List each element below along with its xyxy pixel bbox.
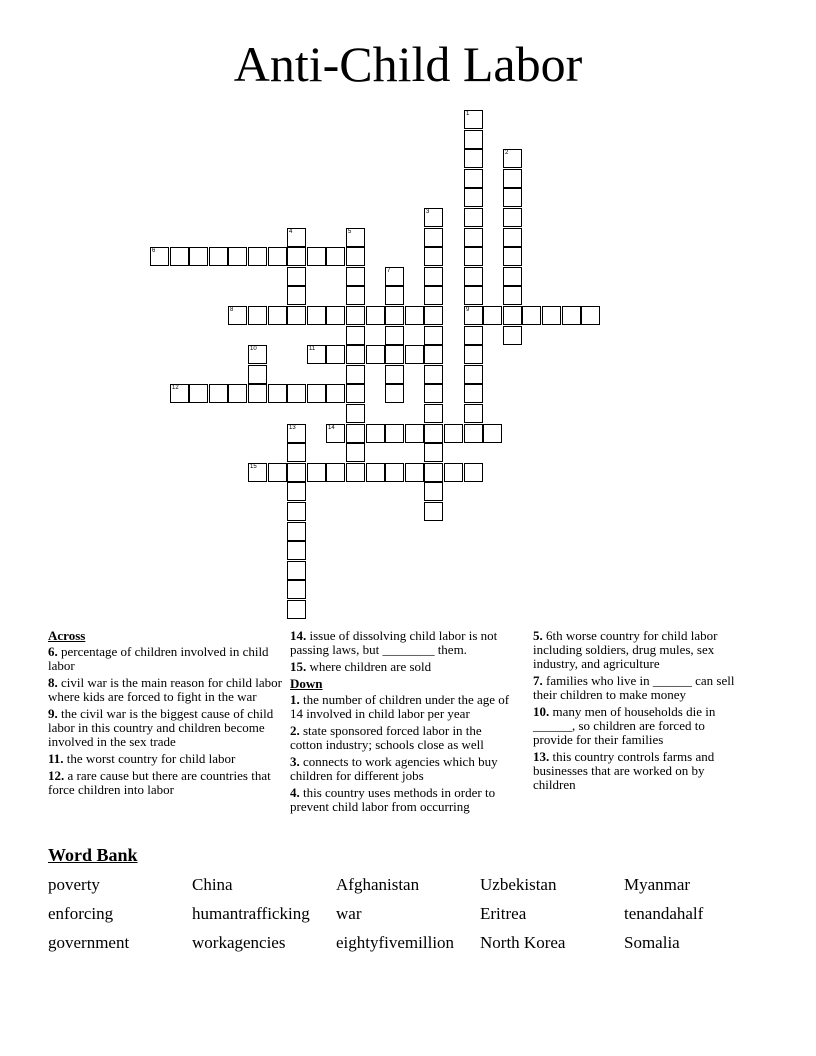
grid-cell[interactable]	[405, 463, 424, 482]
grid-cell[interactable]	[405, 345, 424, 364]
grid-cell[interactable]	[464, 384, 483, 403]
grid-cell[interactable]	[346, 228, 365, 247]
grid-cell[interactable]	[385, 306, 404, 325]
grid-cell[interactable]	[424, 208, 443, 227]
grid-cell[interactable]	[346, 345, 365, 364]
word-bank-item: Somalia	[624, 933, 680, 952]
grid-cell[interactable]	[385, 345, 404, 364]
word-bank-item: workagencies	[192, 933, 286, 952]
grid-cell[interactable]	[326, 345, 345, 364]
clues-column-3	[533, 629, 743, 795]
grid-cell[interactable]	[366, 306, 385, 325]
grid-cell[interactable]	[464, 306, 483, 325]
grid-cell[interactable]	[346, 443, 365, 462]
grid-cell[interactable]	[287, 384, 306, 403]
grid-cell[interactable]	[268, 384, 287, 403]
word-bank-item: enforcing	[48, 904, 114, 923]
grid-cell[interactable]	[287, 228, 306, 247]
grid-cell[interactable]	[464, 424, 483, 443]
grid-cell[interactable]	[287, 424, 306, 443]
grid-cell[interactable]	[405, 306, 424, 325]
cell-number: 15	[250, 464, 257, 470]
clue-down-5: 5. 6th worse country for child labor including soldiers, drug mules, sex industry, and agriculture	[533, 628, 718, 671]
grid-cell[interactable]	[209, 247, 228, 266]
grid-cell[interactable]	[464, 130, 483, 149]
grid-cell[interactable]	[424, 267, 443, 286]
word-bank-item: poverty	[48, 875, 100, 894]
grid-cell[interactable]	[346, 404, 365, 423]
word-bank-item: war	[336, 904, 362, 923]
word-bank-item: Afghanistan	[336, 875, 420, 894]
word-bank-item: Myanmar	[624, 875, 691, 894]
grid-cell[interactable]	[346, 247, 365, 266]
grid-cell[interactable]	[483, 306, 502, 325]
grid-cell[interactable]	[150, 247, 169, 266]
grid-cell[interactable]	[464, 188, 483, 207]
grid-cell[interactable]	[503, 267, 522, 286]
grid-cell[interactable]	[346, 463, 365, 482]
grid-cell[interactable]	[366, 424, 385, 443]
grid-cell[interactable]	[424, 443, 443, 462]
grid-cell[interactable]	[248, 365, 267, 384]
cell-number: 2	[505, 150, 509, 156]
grid-cell[interactable]	[464, 326, 483, 345]
grid-cell[interactable]	[385, 365, 404, 384]
cell-number: 10	[250, 346, 257, 352]
grid-cell[interactable]	[307, 247, 326, 266]
grid-cell[interactable]	[346, 365, 365, 384]
grid-cell[interactable]	[542, 306, 561, 325]
cell-number: 3	[426, 209, 430, 215]
word-bank-item: eightyfivemillion	[336, 933, 455, 952]
grid-cell[interactable]	[307, 345, 326, 364]
grid-cell[interactable]	[405, 424, 424, 443]
grid-cell[interactable]	[326, 424, 345, 443]
cell-number: 4	[289, 229, 293, 235]
clue-across-14: 14. issue of dissolving child labor is not passing laws, but ________ them.	[290, 628, 498, 657]
grid-cell[interactable]	[307, 463, 326, 482]
word-bank-item: humantrafficking	[192, 904, 310, 923]
grid-cell[interactable]	[228, 247, 247, 266]
grid-cell[interactable]	[385, 267, 404, 286]
clues-column-2	[290, 629, 514, 817]
grid-cell[interactable]	[287, 580, 306, 599]
grid-cell[interactable]	[424, 306, 443, 325]
grid-cell[interactable]	[248, 306, 267, 325]
grid-cell[interactable]	[424, 502, 443, 521]
grid-cell[interactable]	[464, 228, 483, 247]
grid-cell[interactable]	[562, 306, 581, 325]
grid-cell[interactable]	[287, 502, 306, 521]
grid-cell[interactable]	[287, 600, 306, 619]
grid-cell[interactable]	[209, 384, 228, 403]
grid-cell[interactable]	[503, 169, 522, 188]
grid-cell[interactable]	[424, 326, 443, 345]
grid-cell[interactable]	[248, 247, 267, 266]
grid-cell[interactable]	[424, 345, 443, 364]
word-bank-item: China	[192, 875, 233, 894]
grid-cell[interactable]	[385, 326, 404, 345]
grid-cell[interactable]	[385, 463, 404, 482]
word-bank-item: government	[48, 933, 130, 952]
grid-cell[interactable]	[287, 463, 306, 482]
grid-cell[interactable]	[464, 267, 483, 286]
grid-cell[interactable]	[326, 384, 345, 403]
grid-cell[interactable]	[385, 286, 404, 305]
grid-cell[interactable]	[228, 306, 247, 325]
grid-cell[interactable]	[464, 365, 483, 384]
down-heading: Down	[290, 676, 323, 691]
grid-cell[interactable]	[464, 149, 483, 168]
clue-across-9: 9. the civil war is the biggest cause of child labor in this country and children become involved in the sex trade	[48, 706, 274, 749]
clue-down-13: 13. this country controls farms and businesses that are worked on by children	[533, 749, 715, 792]
word-bank-item: Eritrea	[480, 904, 527, 923]
grid-cell[interactable]	[287, 522, 306, 541]
grid-cell[interactable]	[170, 384, 189, 403]
grid-cell[interactable]	[287, 482, 306, 501]
across-heading: Across	[48, 628, 86, 643]
grid-cell[interactable]	[464, 247, 483, 266]
grid-cell[interactable]	[287, 561, 306, 580]
clue-down-1: 1. the number of children under the age of 14 involved in child labor per year	[290, 692, 510, 721]
grid-cell[interactable]	[268, 247, 287, 266]
cell-number: 9	[466, 307, 470, 313]
cell-number: 1	[466, 111, 470, 117]
grid-cell[interactable]	[424, 463, 443, 482]
grid-cell[interactable]	[424, 482, 443, 501]
page-title: Anti-Child Labor	[233, 36, 583, 92]
grid-cell[interactable]	[307, 384, 326, 403]
grid-cell[interactable]	[464, 345, 483, 364]
grid-cell[interactable]	[503, 188, 522, 207]
word-bank	[48, 874, 808, 953]
grid-cell[interactable]	[268, 306, 287, 325]
grid-cell[interactable]	[287, 541, 306, 560]
grid-cell[interactable]	[346, 326, 365, 345]
grid-cell[interactable]	[503, 286, 522, 305]
grid-cell[interactable]	[248, 463, 267, 482]
clue-across-8: 8. civil war is the main reason for child labor where kids are forced to fight in the war	[48, 675, 282, 704]
grid-cell[interactable]	[248, 345, 267, 364]
cell-number: 13	[289, 425, 296, 431]
grid-cell[interactable]	[346, 384, 365, 403]
grid-cell[interactable]	[228, 384, 247, 403]
grid-cell[interactable]	[346, 286, 365, 305]
word-bank-item: North Korea	[480, 933, 566, 952]
cell-number: 5	[348, 229, 352, 235]
clue-down-4: 4. this country uses methods in order to prevent child labor from occurring	[290, 785, 496, 814]
grid-cell[interactable]	[522, 306, 541, 325]
grid-cell[interactable]	[366, 345, 385, 364]
clue-across-12: 12. a rare cause but there are countries that force children into labor	[48, 768, 271, 797]
grid-cell[interactable]	[581, 306, 600, 325]
grid-cell[interactable]	[464, 463, 483, 482]
grid-cell[interactable]	[464, 404, 483, 423]
grid-cell[interactable]	[503, 326, 522, 345]
cell-number: 7	[387, 268, 391, 274]
grid-cell[interactable]	[287, 443, 306, 462]
clue-across-15: 15. where children are sold	[290, 659, 432, 674]
grid-cell[interactable]	[464, 169, 483, 188]
clue-down-7: 7. families who live in ______ can sell their children to make money	[533, 673, 735, 702]
clues-column-1	[48, 629, 284, 800]
grid-cell[interactable]	[287, 286, 306, 305]
clue-down-3: 3. connects to work agencies which buy children for different jobs	[290, 754, 498, 783]
cell-number: 14	[328, 425, 335, 431]
grid-cell[interactable]	[503, 149, 522, 168]
grid-cell[interactable]	[483, 424, 502, 443]
word-bank-item: tenandahalf	[624, 904, 704, 923]
grid-cell[interactable]	[424, 365, 443, 384]
grid-cell[interactable]	[424, 247, 443, 266]
grid-cell[interactable]	[326, 306, 345, 325]
cell-number: 11	[309, 346, 316, 352]
grid-cell[interactable]	[346, 424, 365, 443]
clue-down-2: 2. state sponsored forced labor in the cotton industry; schools close as well	[290, 723, 484, 752]
grid-cell[interactable]	[424, 424, 443, 443]
clue-across-6: 6. percentage of children involved in child labor	[48, 644, 269, 673]
cell-number: 6	[152, 248, 156, 254]
grid-cell[interactable]	[385, 424, 404, 443]
grid-cell[interactable]	[287, 267, 306, 286]
grid-cell[interactable]	[287, 247, 306, 266]
grid-cell[interactable]	[424, 286, 443, 305]
grid-cell[interactable]	[170, 247, 189, 266]
grid-cell[interactable]	[444, 463, 463, 482]
grid-cell[interactable]	[503, 208, 522, 227]
grid-cell[interactable]	[503, 228, 522, 247]
grid-cell[interactable]	[248, 384, 267, 403]
grid-cell[interactable]	[366, 463, 385, 482]
word-bank-item: Uzbekistan	[480, 875, 557, 894]
grid-cell[interactable]	[464, 208, 483, 227]
grid-cell[interactable]	[424, 404, 443, 423]
grid-cell[interactable]	[385, 384, 404, 403]
grid-cell[interactable]	[444, 424, 463, 443]
grid-cell[interactable]	[346, 306, 365, 325]
grid-cell[interactable]	[424, 228, 443, 247]
grid-cell[interactable]	[503, 247, 522, 266]
grid-cell[interactable]	[346, 267, 365, 286]
grid-cell[interactable]	[268, 463, 287, 482]
cell-number: 12	[172, 385, 179, 391]
grid-cell[interactable]	[464, 286, 483, 305]
clue-across-11: 11. the worst country for child labor	[48, 751, 236, 766]
grid-cell[interactable]	[287, 306, 306, 325]
word-bank-title: Word Bank	[48, 845, 138, 865]
grid-cell[interactable]	[326, 247, 345, 266]
grid-cell[interactable]	[326, 463, 345, 482]
grid-cell[interactable]	[464, 110, 483, 129]
grid-cell[interactable]	[189, 384, 208, 403]
grid-cell[interactable]	[189, 247, 208, 266]
grid-cell[interactable]	[424, 384, 443, 403]
cell-number: 8	[230, 307, 234, 313]
clue-down-10: 10. many men of households die in ______, so children are forced to provide for their families	[533, 704, 716, 747]
grid-cell[interactable]	[503, 306, 522, 325]
grid-cell[interactable]	[307, 306, 326, 325]
